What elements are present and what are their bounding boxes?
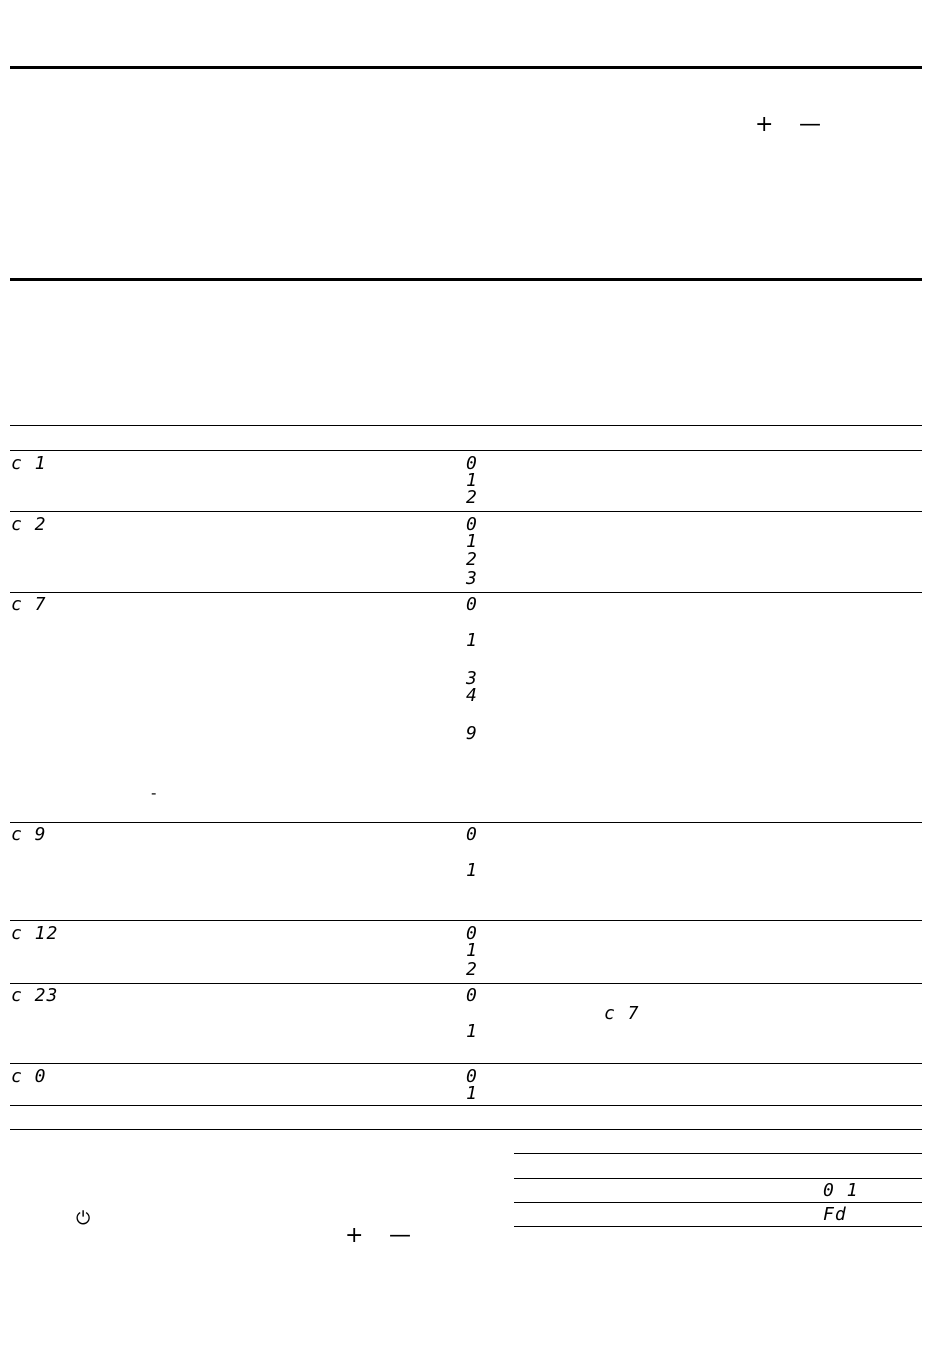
bottom-section-rule — [10, 1129, 922, 1130]
setting-value: 0 — [466, 824, 478, 845]
row-divider — [10, 983, 922, 984]
setting-value: 3 — [466, 668, 478, 689]
setting-value: 1 — [466, 470, 478, 491]
row-divider — [10, 1063, 922, 1064]
row-divider — [10, 920, 922, 921]
setting-value: 0 — [466, 985, 478, 1006]
setting-code: c 0 — [11, 1066, 47, 1087]
row-divider — [10, 592, 922, 593]
setting-value: 1 — [466, 1021, 478, 1042]
setting-value: 2 — [466, 959, 478, 980]
power-icon: ⏻ — [76, 1208, 91, 1229]
inline-setting-code: c 7 — [604, 1003, 640, 1024]
setting-value: 1 — [466, 940, 478, 961]
setting-value: 1 — [466, 531, 478, 552]
table-top-rule — [10, 425, 922, 426]
setting-value: 0 — [466, 923, 478, 944]
dash-mark: - — [151, 784, 157, 802]
setting-value: 1 — [466, 630, 478, 651]
plus-icon: + — [755, 112, 774, 137]
error-table-rule — [514, 1178, 922, 1179]
error-code: Fd — [823, 1204, 847, 1225]
setting-code: c 1 — [11, 453, 47, 474]
setting-value: 4 — [466, 685, 478, 706]
plus-icon: + — [345, 1223, 364, 1248]
top-rule — [10, 66, 922, 69]
row-divider — [10, 511, 922, 512]
setting-value: 9 — [466, 723, 478, 744]
error-table-rule — [514, 1226, 922, 1227]
table-bottom-rule — [10, 1105, 922, 1106]
setting-value: 2 — [466, 487, 478, 508]
table-header-rule — [10, 450, 922, 451]
row-divider — [10, 822, 922, 823]
setting-value: 0 — [466, 514, 478, 535]
minus-icon: — — [799, 112, 821, 137]
setting-value: 0 — [466, 594, 478, 615]
setting-code: c 12 — [11, 923, 59, 944]
setting-value: 2 — [466, 549, 478, 570]
setting-code: c 2 — [11, 514, 47, 535]
setting-value: 1 — [466, 860, 478, 881]
section-rule — [10, 278, 922, 281]
error-table-rule — [514, 1202, 922, 1203]
error-table-rule — [514, 1153, 922, 1154]
setting-value: 0 — [466, 1066, 478, 1087]
minus-icon: — — [389, 1223, 411, 1248]
setting-code: c 23 — [11, 985, 59, 1006]
setting-code: c 9 — [11, 824, 47, 845]
setting-code: c 7 — [11, 594, 47, 615]
setting-value: 0 — [466, 453, 478, 474]
error-code: 0 1 — [823, 1180, 859, 1201]
setting-value: 3 — [466, 568, 478, 589]
setting-value: 1 — [466, 1083, 478, 1104]
